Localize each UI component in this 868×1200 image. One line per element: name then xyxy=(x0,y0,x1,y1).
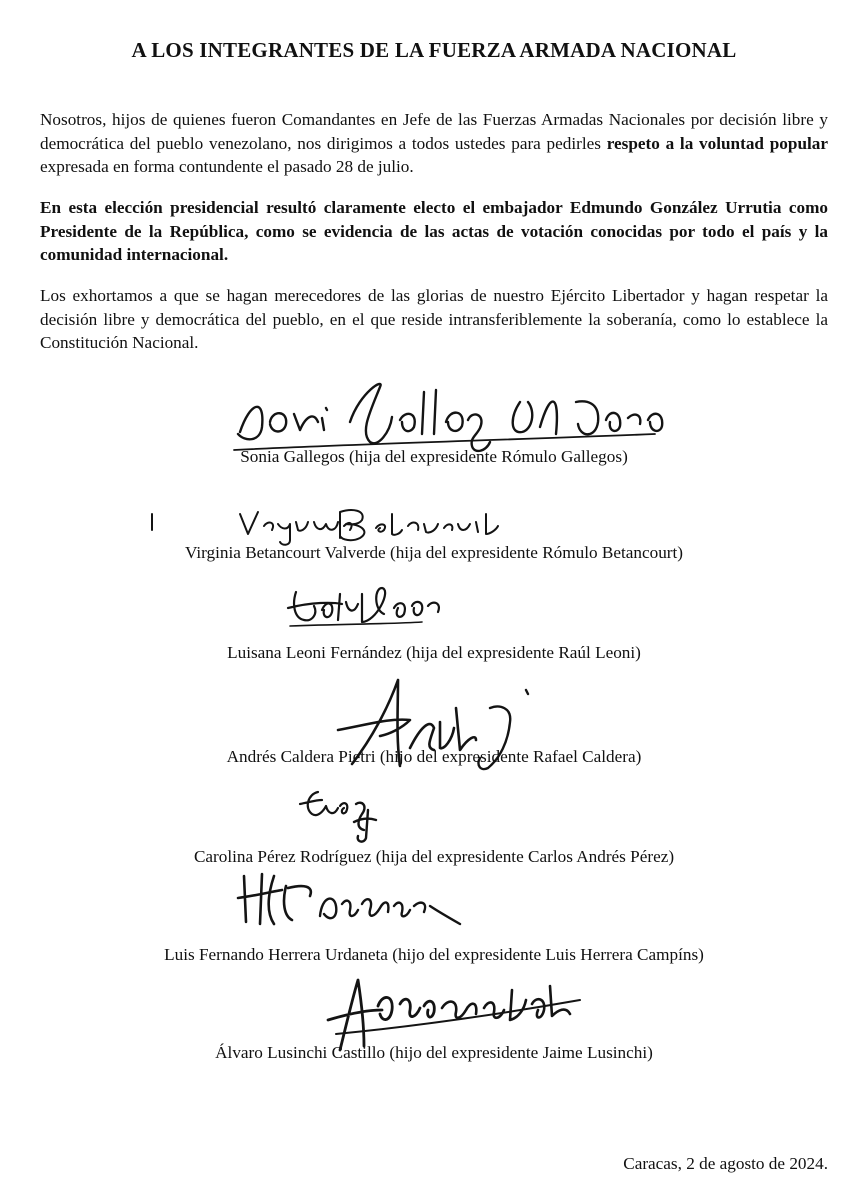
paragraph-intro-bold: respeto a la voluntad popular xyxy=(606,133,829,153)
paragraph-intro xyxy=(40,108,828,179)
signatory-name: Carolina Pérez Rodríguez (hija del expresidente Carlos Andrés Pérez) xyxy=(193,847,675,866)
paragraph-election: En esta elección presidencial resultó claramente electo el embajador Edmundo González Urrutia como Presidente de la República, como se evidencia de las actas de votación conocidas por todo el país y la comunidad internacional. xyxy=(40,198,828,264)
paragraph-intro-text-a: Nosotros, hijos de quienes fueron Comandantes en Jefe de las Fuerzas Armadas Nacionales por decisión libre y democrática del pueblo venezolano, nos dirigimos a todos ustedes para pedirles xyxy=(40,110,828,153)
document-date: Caracas, 2 de agosto de 2024. xyxy=(623,1154,828,1173)
signature-luisana-leoni xyxy=(282,580,452,640)
signatory-name: Luisana Leoni Fernández (hija del expresidente Raúl Leoni) xyxy=(227,643,641,662)
signature-carolina-perez xyxy=(296,778,386,848)
page-title: A LOS INTEGRANTES DE LA FUERZA ARMADA NACIONAL xyxy=(131,38,737,62)
signatory-name: Virginia Betancourt Valverde (hija del expresidente Rómulo Betancourt) xyxy=(184,543,684,562)
paragraph-exhortation: Los exhortamos a que se hagan merecedores de las glorias de nuestro Ejército Libertador y hagan respetar la decisión libre y democrática del pueblo, en el que reside intransferiblemente la soberanía, como lo establece la Constitución Nacional. xyxy=(40,286,828,352)
signatory-name: Sonia Gallegos (hija del expresidente Rómulo Gallegos) xyxy=(240,447,628,466)
signatory-name: Álvaro Lusinchi Castillo (hijo del expresidente Jaime Lusinchi) xyxy=(215,1043,653,1062)
signature-luis-herrera xyxy=(234,866,474,936)
paragraph-intro-text-b: expresada en forma contundente el pasado 28 de julio. xyxy=(40,157,414,176)
signatory-name: Luis Fernando Herrera Urdaneta (hijo del expresidente Luis Herrera Campíns) xyxy=(164,945,704,964)
signatory-name: Andrés Caldera Pietri (hijo del expresidente Rafael Caldera) xyxy=(226,747,642,766)
